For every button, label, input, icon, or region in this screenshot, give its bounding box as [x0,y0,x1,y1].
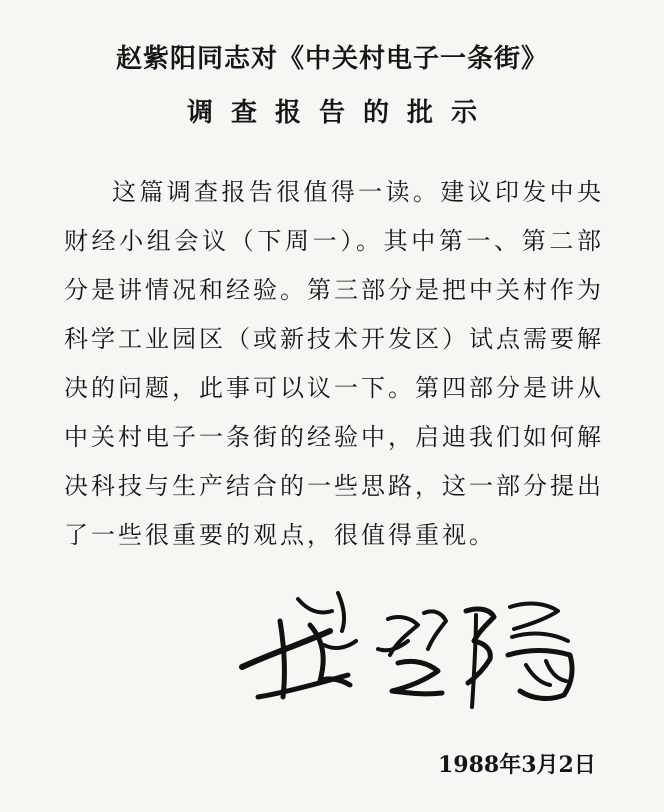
handwritten-signature [228,585,598,720]
document-title-line2: 调查报告的批示 [186,98,495,128]
document-title-line1: 赵紫阳同志对《中关村电子一条街》 [115,44,548,74]
memo-body-text: 这篇调查报告很值得一读。建议印发中央财经小组会议（下周一）。其中第一、第二部分是讲情况和经验。第三部分是把中关村作为科学工业园区（或新技术开发区）试点需要解决的问题，此事可以议一下。第四部分是讲从中关村电子一条街的经验中，启迪我们如何解决科技与生产结合的一些思路，这一部分提出了一些很重要的观点，很值得重视。 [64,178,604,549]
memo-date: 1988年3月2日 [438,752,596,778]
